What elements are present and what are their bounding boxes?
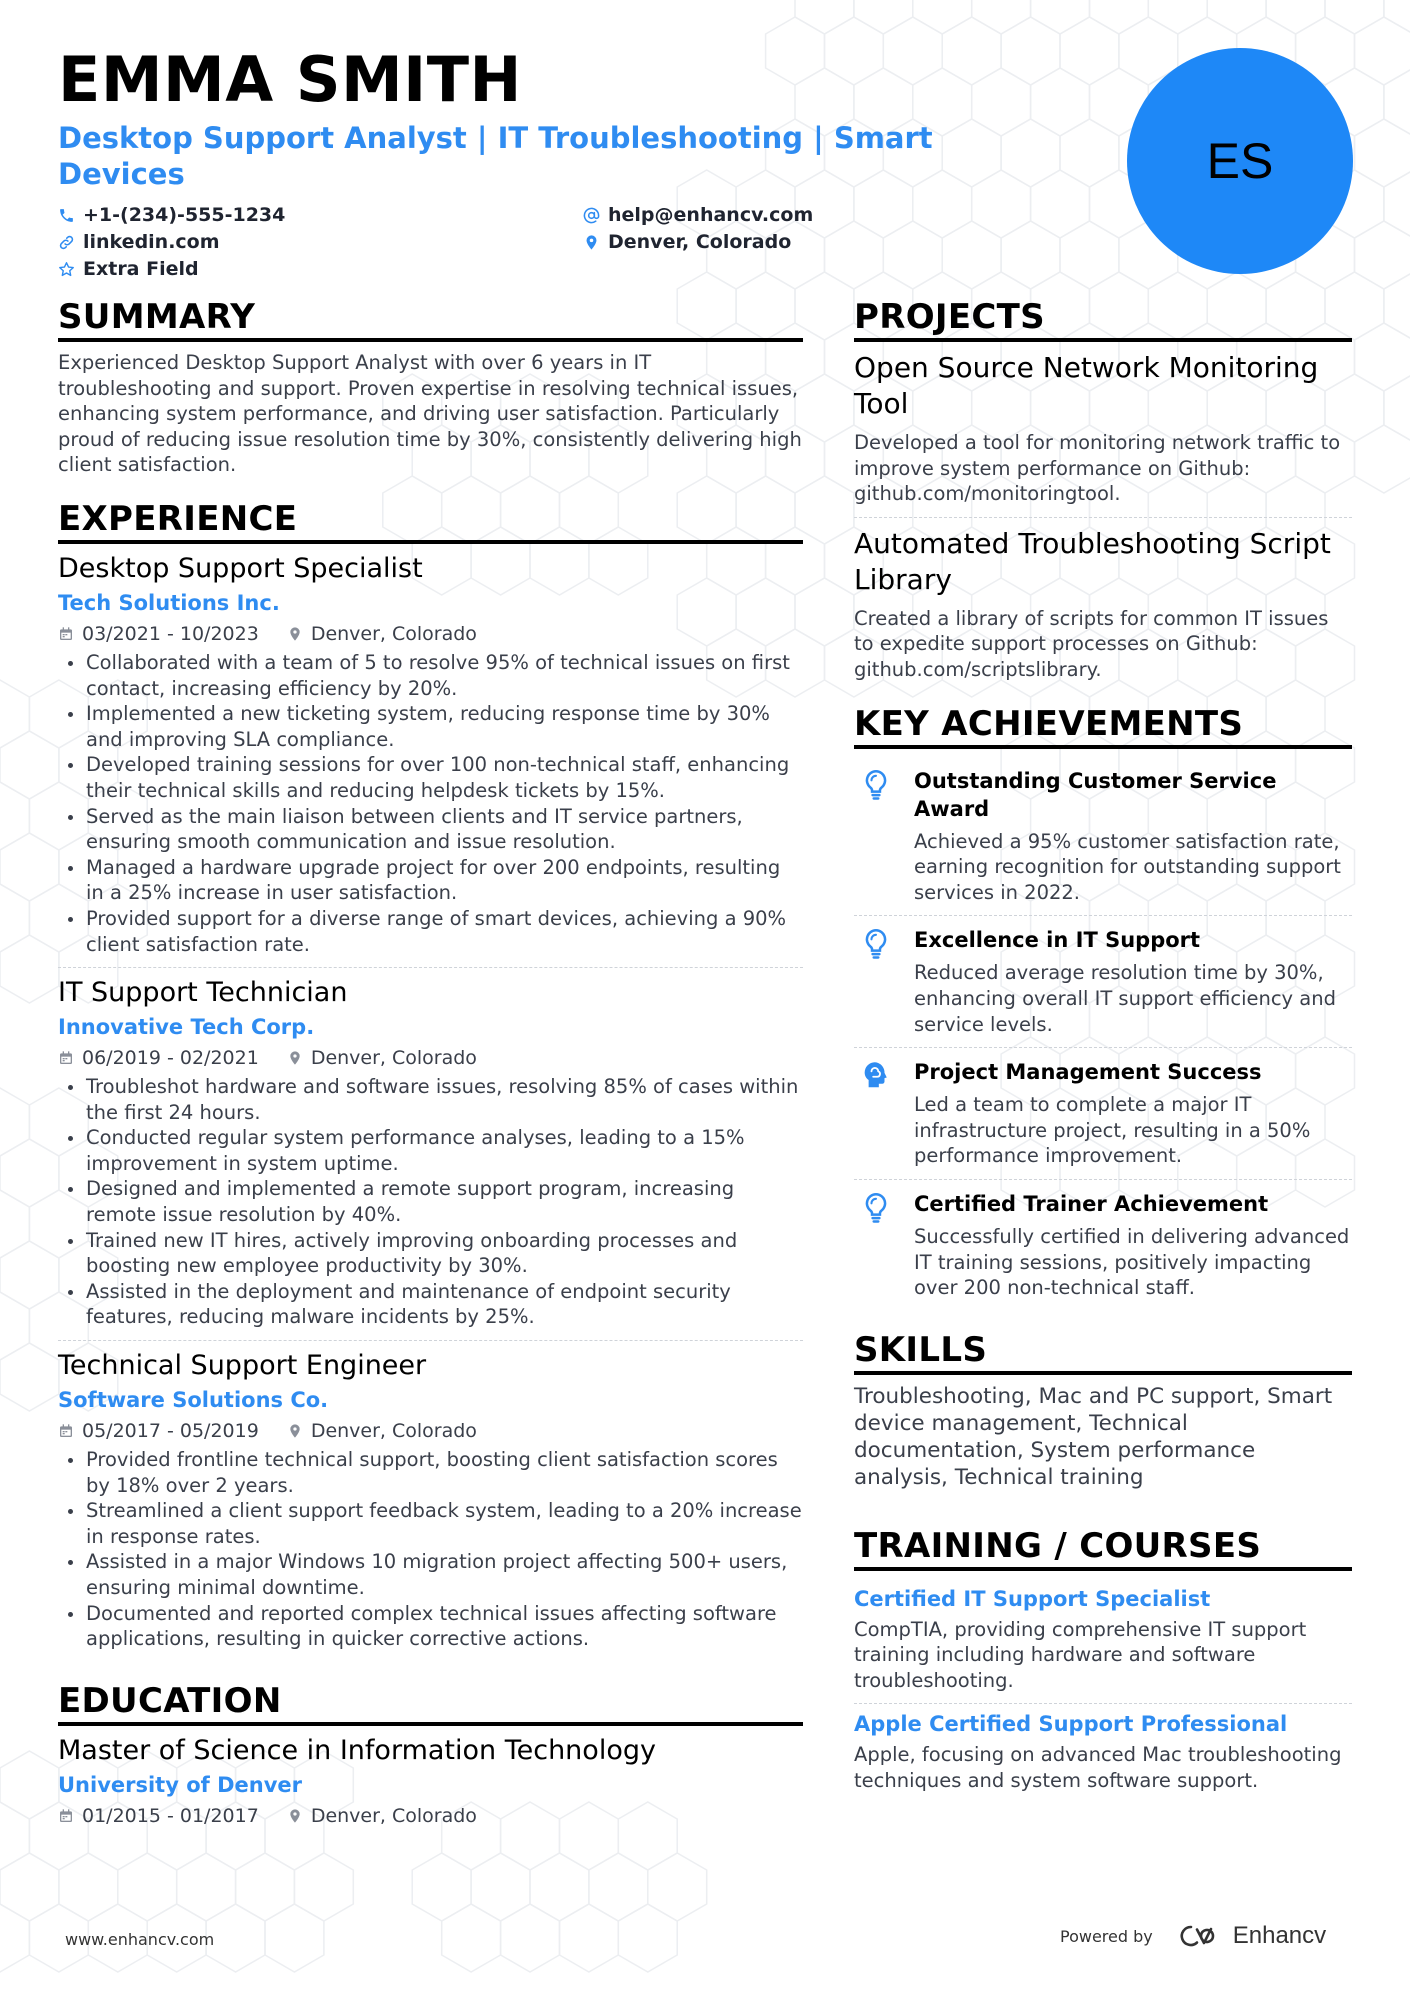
job-title: Technical Support Engineer	[58, 1350, 427, 1382]
education-section	[58, 1682, 803, 1830]
achievement-description: Led a team to complete a major IT infrastructure project, resulting in a 50% performance improvement.	[914, 1093, 1311, 1168]
summary-text: Experienced Desktop Support Analyst with over 6 years in IT troubleshooting and support. Proven expertise in resolving technical issues, enhancing system performance, and driving user satisfaction. Particularly proud of reducing issue resolution time by 30%, consistently delivering high client satisfaction.	[58, 351, 802, 477]
hexagon-shape	[0, 1751, 59, 1819]
hexagon-shape	[913, 0, 972, 34]
map-pin-icon	[583, 234, 600, 251]
course-entry	[854, 1704, 1352, 1803]
training-section	[854, 1527, 1352, 1804]
experience-heading: EXPERIENCE	[58, 500, 803, 544]
course-description: CompTIA, providing comprehensive IT support training including hardware and software troubleshooting.	[854, 1617, 1307, 1692]
hexagon-shape	[236, 1853, 295, 1921]
job-location: Denver, Colorado	[310, 622, 477, 645]
hexagon-shape	[589, 1853, 648, 1921]
map-pin-icon	[287, 626, 303, 642]
job-bullet: Designed and implemented a remote support program, increasing remote issue resolution by 40%.	[58, 1176, 803, 1227]
job-dates: 06/2019 - 02/2021	[82, 1047, 259, 1070]
hexagon-shape	[618, 1904, 677, 1972]
hexagon-shape	[1384, 0, 1410, 34]
projects-section	[854, 298, 1352, 683]
hexagon-shape	[1355, 425, 1410, 493]
at-sign-icon	[583, 207, 600, 224]
education-heading: EDUCATION	[58, 1682, 803, 1726]
lightbulb-icon	[862, 928, 890, 962]
resume-header	[58, 44, 1058, 284]
achievement-icon-wrap	[854, 767, 914, 906]
job-title: Desktop Support Specialist	[58, 552, 423, 584]
powered-by-label: Powered by	[1060, 1926, 1153, 1946]
company-name[interactable]: Software Solutions Co.	[58, 1388, 329, 1413]
hexagon-shape	[0, 1853, 59, 1921]
job-bullets	[58, 1447, 803, 1652]
contact-linkedin[interactable]	[58, 229, 220, 255]
hexagon-shape	[0, 935, 59, 1003]
job-location-wrap	[287, 620, 477, 648]
job-bullet: Assisted in a major Windows 10 migration project affecting 500+ users, ensuring minimal downtime.	[58, 1549, 803, 1600]
hexagon-shape	[795, 476, 854, 544]
job-bullet: Developed training sessions for over 100 non-technical staff, enhancing their technical skills and reducing helpdesk tickets by 15%.	[58, 752, 803, 803]
achievement-icon-wrap	[854, 1190, 914, 1301]
hexagon-shape	[118, 1853, 177, 1921]
achievements-section	[854, 705, 1352, 1311]
training-heading: TRAINING / COURSES	[854, 1527, 1352, 1571]
candidate-headline: Desktop Support Analyst | IT Troubleshooting | Smart Devices	[58, 121, 933, 191]
job-bullets	[58, 1074, 803, 1330]
left-column	[58, 298, 803, 1830]
job-dates: 05/2017 - 05/2019	[82, 1420, 259, 1443]
achievement-body	[914, 767, 1352, 906]
job-bullet: Assisted in the deployment and maintenance of endpoint security features, reducing malware incidents by 25%.	[58, 1279, 803, 1330]
course-description: Apple, focusing on advanced Mac troubleshooting techniques and system software support.	[854, 1743, 1342, 1793]
achievement-icon-wrap	[854, 1058, 914, 1169]
hexagon-shape	[294, 1853, 353, 1921]
hexagon-shape	[0, 1343, 59, 1411]
contact-phone[interactable]	[58, 202, 285, 228]
job-bullet: Streamlined a client support feedback system, leading to a 20% increase in response rates.	[58, 1498, 803, 1549]
job-bullet: Troubleshot hardware and software issues, resolving 85% of cases within the first 24 hours.	[58, 1074, 803, 1125]
avatar-initials: ES	[1206, 133, 1274, 189]
job-meta	[58, 1044, 803, 1072]
hexagon-shape	[471, 1853, 530, 1921]
achievement-icon-wrap	[854, 926, 914, 1037]
star-icon	[58, 261, 75, 278]
achievement-description: Achieved a 95% customer satisfaction rate, earning recognition for outstanding support services in 2022.	[914, 829, 1341, 904]
job-bullet: Provided frontline technical support, boosting client satisfaction scores by 18% over 2 years.	[58, 1447, 803, 1498]
job-bullet: Conducted regular system performance analyses, leading to a 15% improvement in system uptime.	[58, 1125, 803, 1176]
education-dates: 01/2015 - 01/2017	[82, 1804, 259, 1827]
calendar-icon	[58, 1423, 74, 1439]
achievement-entry	[854, 757, 1352, 917]
hexagon-shape	[1060, 221, 1119, 289]
contact-email[interactable]	[583, 202, 813, 228]
hexagon-shape	[854, 0, 913, 34]
project-title: Automated Troubleshooting Script Library	[854, 526, 1331, 596]
project-title: Open Source Network Monitoring Tool	[854, 351, 1319, 420]
contact-linkedin-text: linkedin.com	[83, 231, 220, 253]
hexagon-shape	[0, 680, 29, 748]
hexagon-shape	[1148, 0, 1207, 34]
footer-branding[interactable]	[1060, 1922, 1326, 1950]
experience-entry	[58, 552, 803, 968]
enhancv-logo-icon	[1177, 1923, 1225, 1949]
contact-extra	[58, 256, 199, 282]
achievement-title: Project Management Success	[914, 1060, 1262, 1085]
right-column	[854, 298, 1352, 1804]
projects-heading: PROJECTS	[854, 298, 1352, 342]
experience-section	[58, 500, 803, 1662]
job-location-wrap	[287, 1044, 477, 1072]
contact-location-text: Denver, Colorado	[608, 231, 792, 253]
achievement-entry	[854, 1048, 1352, 1180]
hexagon-shape	[1266, 0, 1325, 34]
project-description: Developed a tool for monitoring network traffic to improve system performance on Github: github.com/monitoringtool.	[854, 431, 1341, 506]
course-entry	[854, 1579, 1352, 1705]
hexagon-shape	[0, 1139, 59, 1207]
contact-phone-text: +1-(234)-555-1234	[83, 204, 286, 226]
hexagon-shape	[0, 1088, 29, 1156]
course-title[interactable]: Apple Certified Support Professional	[854, 1712, 1288, 1737]
achievement-body	[914, 1058, 1352, 1169]
job-bullet: Served as the main liaison between clients and IT service partners, ensuring smooth communication and issue resolution.	[58, 804, 803, 855]
hexagon-shape	[1325, 0, 1384, 34]
job-bullet: Provided support for a diverse range of smart devices, achieving a 90% client satisfaction rate.	[58, 906, 803, 957]
footer-website[interactable]: www.enhancv.com	[65, 1930, 215, 1949]
skills-section	[854, 1331, 1352, 1491]
hexagon-shape	[795, 578, 854, 646]
candidate-name: EMMA SMITH	[58, 43, 522, 116]
education-meta	[58, 1802, 803, 1830]
hexagon-shape	[795, 0, 854, 34]
skills-text: Troubleshooting, Mac and PC support, Smart device management, Technical documentation, System performance analysis, Technical training	[854, 1383, 1333, 1490]
hexagon-shape	[1090, 0, 1149, 34]
job-location-wrap	[287, 1417, 477, 1445]
hexagon-shape	[501, 1904, 560, 1972]
hexagon-shape	[1060, 119, 1119, 187]
map-pin-icon	[287, 1423, 303, 1439]
job-meta	[58, 620, 803, 648]
hexagon-shape	[560, 1904, 619, 1972]
achievement-title: Certified Trainer Achievement	[914, 1191, 1269, 1216]
hexagon-shape	[412, 1853, 471, 1921]
hexagon-shape	[0, 1190, 29, 1258]
avatar	[1127, 48, 1353, 274]
project-entry	[854, 350, 1352, 507]
education-location-wrap	[287, 1802, 477, 1830]
job-dates: 03/2021 - 10/2023	[82, 622, 259, 645]
achievement-title: Excellence in IT Support	[914, 928, 1201, 953]
job-bullet: Collaborated with a team of 5 to resolve 95% of technical issues on first contact, increasing efficiency by 20%.	[58, 650, 803, 701]
hexagon-shape	[177, 1853, 236, 1921]
lightbulb-icon	[862, 1192, 890, 1226]
phone-icon	[58, 207, 75, 224]
education-location: Denver, Colorado	[310, 1804, 477, 1827]
map-pin-icon	[287, 1808, 303, 1824]
hexagon-shape	[1207, 0, 1266, 34]
hexagon-shape	[0, 1802, 29, 1870]
enhancv-brand: Enhancv	[1232, 1922, 1327, 1949]
summary-heading: SUMMARY	[58, 298, 803, 342]
calendar-icon	[58, 626, 74, 642]
contact-extra-text: Extra Field	[83, 258, 199, 280]
hexagon-shape	[442, 1904, 501, 1972]
calendar-icon	[58, 1808, 74, 1824]
achievement-entry	[854, 916, 1352, 1048]
achievement-description: Reduced average resolution time by 30%, enhancing overall IT support efficiency and service levels.	[914, 961, 1336, 1036]
project-description: Created a library of scripts for common IT issues to expedite support processes on Github: github.com/scriptslibrary.	[854, 606, 1329, 681]
hexagon-shape	[0, 1292, 29, 1360]
hexagon-shape	[0, 833, 59, 901]
job-bullets	[58, 650, 803, 957]
link-icon	[58, 234, 75, 251]
achievement-title: Outstanding Customer Service Award	[914, 768, 1277, 821]
hexagon-shape	[1031, 0, 1090, 34]
achievement-body	[914, 926, 1352, 1037]
achievement-entry	[854, 1180, 1352, 1311]
hexagon-shape	[59, 1853, 118, 1921]
hexagon-shape	[1060, 17, 1119, 85]
experience-entry	[58, 976, 803, 1341]
company-name[interactable]: Innovative Tech Corp.	[58, 1015, 315, 1040]
degree-title: Master of Science in Information Technology	[58, 1734, 656, 1766]
hexagon-shape	[972, 0, 1031, 34]
achievements-heading: KEY ACHIEVEMENTS	[854, 705, 1352, 749]
job-bullet: Documented and reported complex technical issues affecting software applications, resulting in quicker corrective actions.	[58, 1601, 803, 1652]
job-location: Denver, Colorado	[310, 1047, 477, 1070]
job-bullet: Implemented a new ticketing system, reducing response time by 30% and improving SLA compliance.	[58, 701, 803, 752]
job-location: Denver, Colorado	[310, 1420, 477, 1443]
job-bullet: Managed a hardware upgrade project for over 200 endpoints, resulting in a 25% increase in user satisfaction.	[58, 855, 803, 906]
lightbulb-icon	[862, 769, 890, 803]
experience-entry	[58, 1349, 803, 1662]
hexagon-shape	[0, 731, 59, 799]
hexagon-shape	[648, 1853, 707, 1921]
calendar-icon	[58, 1050, 74, 1066]
hexagon-shape	[265, 1904, 324, 1972]
course-title[interactable]: Certified IT Support Specialist	[854, 1586, 1211, 1611]
map-pin-icon	[287, 1050, 303, 1066]
hexagon-shape	[0, 782, 29, 850]
job-title: IT Support Technician	[58, 977, 348, 1009]
hexagon-shape	[530, 1853, 589, 1921]
achievement-body	[914, 1190, 1352, 1301]
company-name[interactable]: Tech Solutions Inc.	[58, 590, 280, 615]
hexagon-shape	[0, 1241, 59, 1309]
school-name[interactable]: University of Denver	[58, 1772, 303, 1797]
contact-email-text: help@enhancv.com	[608, 204, 814, 226]
job-meta	[58, 1417, 803, 1445]
contact-location	[583, 229, 791, 255]
skills-heading: SKILLS	[854, 1331, 1352, 1375]
hexagon-shape	[0, 1904, 29, 1972]
achievement-description: Successfully certified in delivering advanced IT training sessions, positively impacting over 200 non-technical staff.	[914, 1224, 1350, 1300]
hexagon-shape	[0, 884, 29, 952]
head-brain-icon	[862, 1060, 890, 1094]
hexagon-shape	[206, 1904, 265, 1972]
summary-section	[58, 298, 803, 478]
project-entry	[854, 517, 1352, 683]
hexagon-shape	[795, 374, 854, 442]
contact-info	[58, 198, 1058, 284]
job-bullet: Trained new IT hires, actively improving onboarding processes and boosting new employee productivity by 30%.	[58, 1228, 803, 1279]
